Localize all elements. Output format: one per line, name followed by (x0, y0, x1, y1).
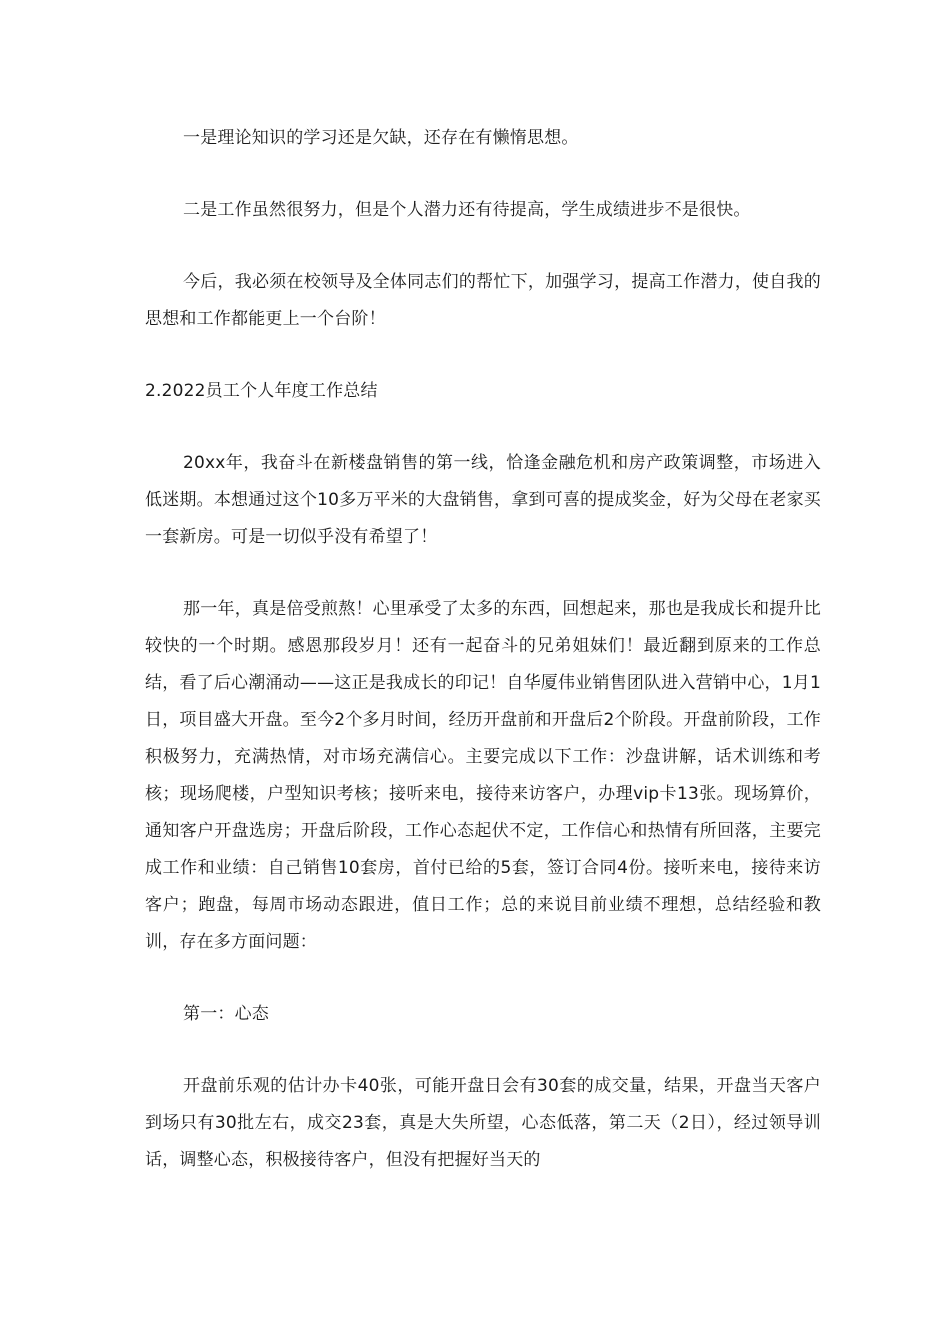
paragraph-sales-intro: 20xx年，我奋斗在新楼盘销售的第一线，恰逢金融危机和房产政策调整，市场进入低迷期。本想通过这个10多万平米的大盘销售，拿到可喜的提成奖金，好为父母在老家买一套新房。可是一切似乎没有希望了！ (145, 453, 821, 547)
paragraph-future-plan: 今后，我必须在校领导及全体同志们的帮忙下，加强学习，提高工作潜力，使自我的思想和工作都能更上一个台阶！ (145, 272, 821, 329)
paragraph-sales-review: 那一年，真是倍受煎熬！心里承受了太多的东西，回想起来，那也是我成长和提升比较快的一个时期。感恩那段岁月！还有一起奋斗的兄弟姐妹们！最近翻到原来的工作总结，看了后心潮涌动——这正是我成长的印记！自华厦伟业销售团队进入营销中心，1月1日，项目盛大开盘。至今2个多月时间，经历开盘前和开盘后2个阶段。开盘前阶段，工作积极努力，充满热情，对市场充满信心。主要完成以下工作：沙盘讲解，话术训练和考核；现场爬楼，户型知识考核；接听来电，接待来访客户，办理vip卡13张。现场算价，通知客户开盘选房；开盘后阶段，工作心态起伏不定，工作信心和热情有所回落，主要完成工作和业绩：自己销售10套房，首付已给的5套，签订合同4份。接听来电，接待来访客户；跑盘，每周市场动态跟进，值日工作；总的来说目前业绩不理想，总结经验和教训，存在多方面问题： (145, 599, 821, 952)
paragraph-opening-day: 开盘前乐观的估计办卡40张，可能开盘日会有30套的成交量，结果，开盘当天客户到场只有30批左右，成交23套，真是大失所望，心态低落，第二天（2日），经过领导训话，调整心态，积极接待客户，但没有把握好当天的 (145, 1076, 821, 1170)
paragraph-theory-study: 一是理论知识的学习还是欠缺，还存在有懒惰思想。 (183, 128, 579, 148)
document-body (145, 120, 821, 1214)
paragraph-work-effort: 二是工作虽然很努力，但是个人潜力还有待提高，学生成绩进步不是很快。 (183, 200, 751, 220)
section-heading: 2.2022员工个人年度工作总结 (145, 381, 378, 401)
subheading-mindset: 第一：心态 (183, 1004, 269, 1024)
